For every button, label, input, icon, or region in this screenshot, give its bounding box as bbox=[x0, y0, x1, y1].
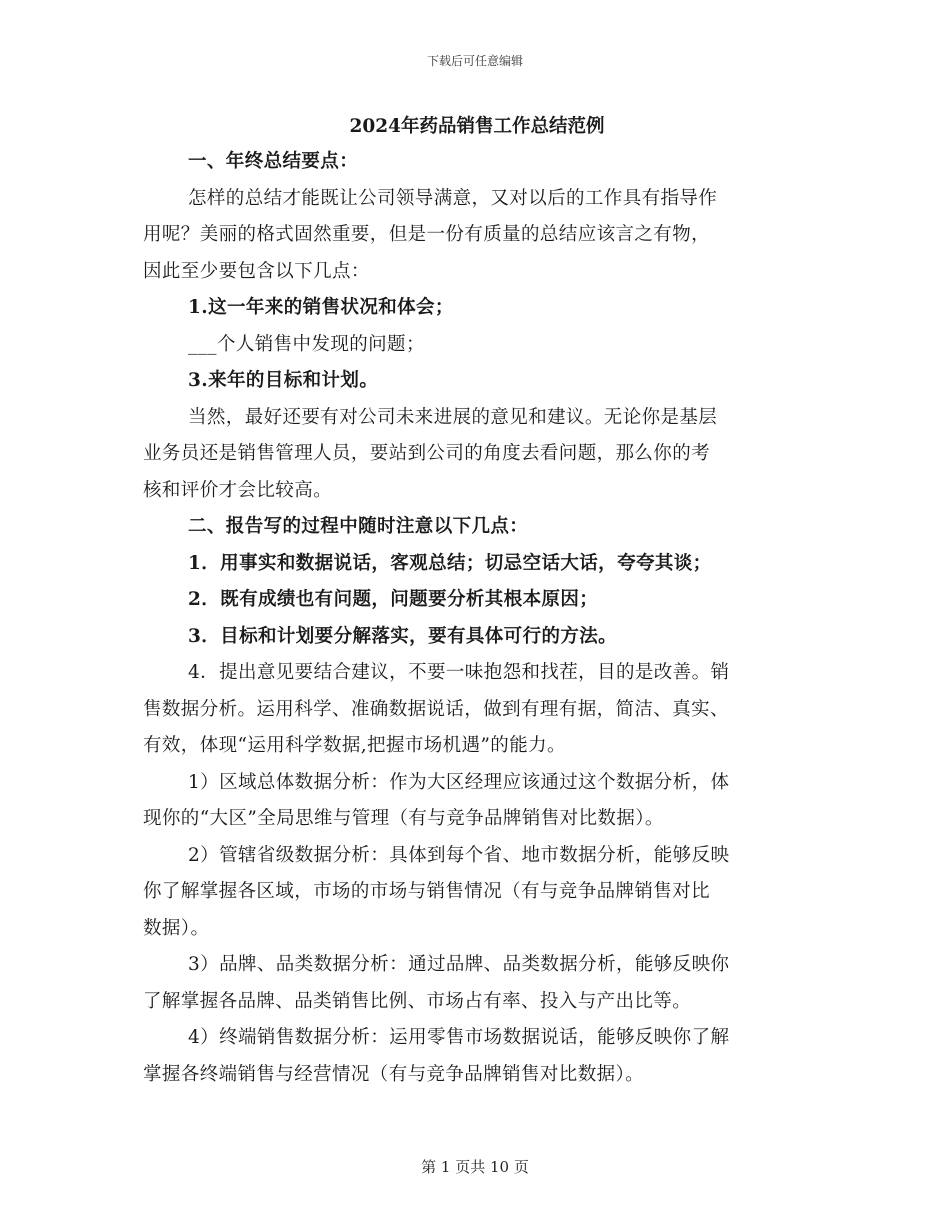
text-line: 3．目标和计划要分解落实，要有具体可行的方法。 bbox=[188, 625, 618, 647]
text-line: 你了解掌握各区域，市场的市场与销售情况（有与竞争品牌销售对比 bbox=[143, 881, 711, 902]
text-line: 3）品牌、品类数据分析：通过品牌、品类数据分析，能够反映你 bbox=[188, 954, 730, 975]
text-line: 2．既有成绩也有问题，问题要分析其根本原因； bbox=[188, 589, 599, 610]
text-line: 4．提出意见要结合建议，不要一味抱怨和找茬，目的是改善。销 bbox=[188, 662, 730, 683]
text-line: 业务员还是销售管理人员，要站到公司的角度去看问题，那么你的考 bbox=[143, 443, 711, 464]
text-line: 数据）。 bbox=[143, 917, 210, 939]
page-footer: 第 1 页共 10 页 bbox=[421, 1158, 529, 1176]
text-line: 二、报告写的过程中随时注意以下几点： bbox=[188, 516, 529, 537]
text-line: 当然，最好还要有对公司未来进展的意见和建议。无论你是基层 bbox=[188, 406, 718, 428]
text-line: 掌握各终端销售与经营情况（有与竞争品牌销售对比数据）。 bbox=[143, 1063, 645, 1085]
text-line: 了解掌握各品牌、品类销售比例、市场占有率、投入与产出比等。 bbox=[143, 990, 692, 1012]
text-line: 用呢？美丽的格式固然重要，但是一份有质量的总结应该言之有物， bbox=[143, 224, 711, 245]
document-lines bbox=[143, 144, 811, 1093]
document-body bbox=[143, 110, 811, 1093]
text-line: 一、年终总结要点： bbox=[188, 151, 359, 172]
text-line: 核和评价才会比较高。 bbox=[143, 479, 333, 501]
text-line: ___个人销售中发现的问题； bbox=[188, 333, 425, 355]
text-line: 售数据分析。运用科学、准确数据说话，做到有理有据，简洁、真实、 bbox=[143, 698, 729, 720]
text-line: 2）管辖省级数据分析：具体到每个省、地市数据分析，能够反映 bbox=[188, 844, 730, 866]
text-line: 1）区域总体数据分析：作为大区经理应该通过这个数据分析，体 bbox=[188, 771, 730, 793]
text-line: 现你的“大区”全局思维与管理（有与竞争品牌销售对比数据）。 bbox=[143, 808, 664, 829]
page-header: 下载后可任意编辑 bbox=[426, 54, 523, 68]
text-line: 因此至少要包含以下几点： bbox=[143, 260, 370, 282]
text-line: 4）终端销售数据分析：运用零售市场数据说话，能够反映你了解 bbox=[188, 1027, 730, 1048]
text-line: 怎样的总结才能既让公司领导满意，又对以后的工作具有指导作 bbox=[188, 187, 718, 209]
document-title: 2024年药品销售工作总结范例 bbox=[349, 116, 605, 137]
text-line: 有效，体现“运用科学数据,把握市场机遇”的能力。 bbox=[143, 735, 566, 756]
text-line: 1．用事实和数据说话，客观总结；切忌空话大话，夸夸其谈； bbox=[188, 552, 712, 574]
text-line: 3.来年的目标和计划。 bbox=[188, 370, 379, 391]
text-line: 1.这一年来的销售状况和体会； bbox=[188, 297, 454, 318]
